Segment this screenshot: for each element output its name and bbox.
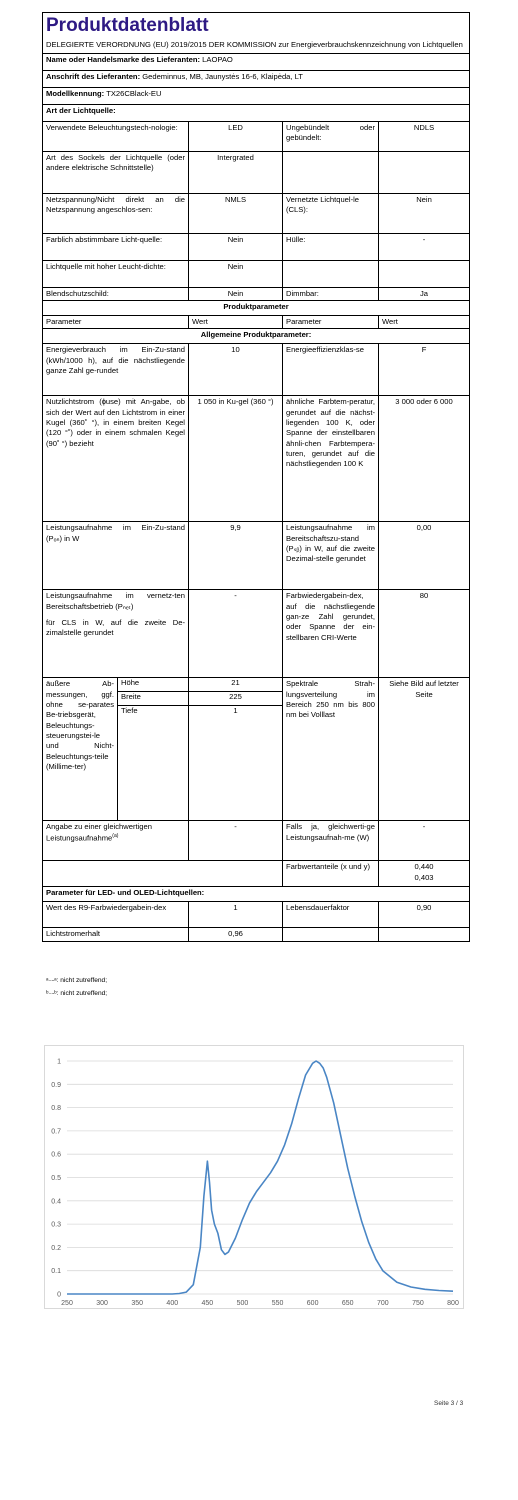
cell-label: Lichtquelle mit hoher Leucht-dichte: — [43, 260, 189, 287]
cell-value: Ja — [379, 287, 470, 300]
y-tick-label: 0.9 — [51, 1081, 61, 1089]
cell-label: Art des Sockels der Lichtquelle (oder andere elektrische Schnittstelle) — [43, 151, 189, 193]
cell-value: 1 — [189, 902, 283, 928]
cell-value: 0,96 — [189, 928, 283, 941]
cell-label: Wert des R9-Farbwiedergabein-dex — [43, 902, 189, 928]
col-header: Parameter — [283, 316, 379, 329]
x-tick-label: 500 — [236, 1300, 249, 1307]
y-tick-label: 0.8 — [51, 1105, 61, 1113]
y-tick-label: 0 — [57, 1291, 61, 1299]
dimensions-cell: äußere Ab-messungen, ggf. ohne se-parates Be-triebsgerät, Beleuchtungs-steuerungstei-le und Nicht-Beleuchtungs-teile (Millime-ter) Höhe Breite Tiefe — [43, 678, 189, 821]
y-tick-label: 0.7 — [51, 1128, 61, 1136]
cell-value: - — [189, 590, 283, 678]
cell-label: Spektrale Strah-lungsverteilung im Bereich 250 nm bis 800 nm bei Volllast — [283, 678, 379, 821]
cell-value: NMLS — [189, 193, 283, 233]
y-tick-label: 0.6 — [51, 1151, 61, 1159]
cell-label: Netzspannung/Nicht direkt an die Netzspannung angeschlos-sen: — [43, 193, 189, 233]
cell-label: Hülle: — [283, 233, 379, 260]
cell-value: 9,9 — [189, 522, 283, 590]
regulation-text: DELEGIERTE VERORDNUNG (EU) 2019/2015 DER KOMMISSION zur Energieverbrauchskennzeichnung von Lichtquellen — [46, 39, 463, 49]
x-tick-label: 250 — [61, 1300, 73, 1307]
dimensions-values: 21 225 1 — [189, 678, 283, 821]
cell-label: Energieverbrauch im Ein-Zu-stand (kWh/1000 h), auf die nächstliegende ganze Zahl ge-rundet — [43, 344, 189, 396]
cell-label: Farbwiedergabein-dex, auf die nächstliegende gan-ze Zahl gerundet, oder Spanne der ein-stellbaren CRI-Werte — [283, 590, 379, 678]
model-row: Modellkennung: TX26CBlack-EU — [43, 87, 470, 104]
cell-label: Dimmbar: — [283, 287, 379, 300]
section-product-params: Produktparameter — [43, 301, 470, 316]
cell-label: Lichtstromerhalt — [43, 928, 189, 941]
col-header: Wert — [379, 316, 470, 329]
cell-value: 0,440 0,403 — [379, 861, 470, 887]
section-light-source: Art der Lichtquelle: — [43, 104, 470, 121]
cell-value: F — [379, 344, 470, 396]
x-tick-label: 700 — [376, 1300, 389, 1307]
cell-label: Farblich abstimmbare Licht-quelle: — [43, 233, 189, 260]
y-tick-label: 0.5 — [51, 1175, 61, 1182]
x-tick-label: 650 — [341, 1300, 354, 1307]
footnotes — [46, 975, 107, 1000]
cell-value: - — [379, 821, 470, 861]
cell-label: Blendschutzschild: — [43, 287, 189, 300]
footnote-b: ᵇ₋-ᵇ: nicht zutreffend; — [46, 989, 108, 997]
product-datasheet — [42, 12, 469, 942]
cell-label: Energieeffizienzklas-se — [283, 344, 379, 396]
cell-value: Nein — [189, 287, 283, 300]
x-tick-label: 600 — [306, 1300, 319, 1307]
section-led-params: Parameter für LED- und OLED-Lichtquellen: — [43, 887, 470, 902]
cell-label: Lebensdauerfaktor — [283, 902, 379, 928]
spectral-distribution-chart — [44, 1045, 464, 1309]
x-tick-label: 450 — [201, 1300, 214, 1307]
cell-value: - — [379, 233, 470, 260]
cell-value: Nein — [189, 260, 283, 287]
spectrum-svg — [45, 1046, 463, 1308]
page-number: Seite 3 / 3 — [434, 1400, 464, 1407]
cell-value: Siehe Bild auf letzter Seite — [379, 678, 470, 821]
supplier-row: Name oder Handelsmarke des Lieferanten: LAOPAO — [43, 53, 470, 70]
cell-label: Farbwertanteile (x und y) — [283, 861, 379, 887]
x-tick-label: 800 — [447, 1300, 459, 1307]
x-tick-label: 300 — [96, 1300, 108, 1307]
y-tick-label: 0.2 — [51, 1244, 61, 1252]
cell-label: Vernetzte Lichtquel-le (CLS): — [283, 193, 379, 233]
x-tick-label: 750 — [412, 1300, 424, 1307]
address-row: Anschrift des Lieferanten: Gedeminnus, MB, Jaunystės 16-6, Klaipėda, LT — [43, 70, 470, 87]
cell-label: Leistungsaufnahme im Bereitschaftszu-stand (Pₛᵦ) in W, auf die zweite Dezimal-stelle gerundet — [283, 522, 379, 590]
y-tick-label: 0.3 — [51, 1221, 61, 1229]
cell-value: 0,90 — [379, 902, 470, 928]
cell-label: Verwendete Beleuchtungstech-nologie: — [43, 121, 189, 151]
x-tick-label: 400 — [166, 1300, 179, 1307]
cell-value: 3 000 oder 6 000 — [379, 396, 470, 522]
cell-value: 80 — [379, 590, 470, 678]
col-header: Parameter — [43, 316, 189, 329]
page-title: Produktdatenblatt — [46, 15, 209, 36]
cell-value: Intergrated — [189, 151, 283, 193]
x-tick-label: 550 — [271, 1300, 284, 1307]
y-tick-label: 1 — [57, 1058, 61, 1066]
y-tick-label: 0.1 — [51, 1268, 61, 1276]
cell-value: NDLS — [379, 121, 470, 151]
cell-value: 0,00 — [379, 522, 470, 590]
cell-value: - — [189, 821, 283, 861]
cell-label: Ungebündelt oder gebündelt: — [283, 121, 379, 151]
cell-value: Nein — [379, 193, 470, 233]
cell-label: Angabe zu einer gleichwertigen Leistungsaufnahme$^{(a)}$ — [43, 821, 189, 861]
cell-label: Leistungsaufnahme im Ein-Zu-stand (Pₒₙ) in W — [43, 522, 189, 590]
footnote-a: ᵃ₋-ᵃ: nicht zutreffend; — [46, 977, 108, 984]
cell-value: Nein — [189, 233, 283, 260]
header-block — [43, 13, 470, 54]
cell-label: Falls ja, gleichwerti-ge Leistungsaufnah-me (W) — [283, 821, 379, 861]
y-tick-label: 0.4 — [51, 1198, 61, 1206]
cell-label: Leistungsaufnahme im vernetz-ten Bereitschaftsbetrieb (Pₙₑₜ) für CLS in W, auf die zweite De-zimalstelle gerundet — [43, 590, 189, 678]
cell-value: 1 050 in Ku-gel (360 °) — [189, 396, 283, 522]
datasheet-table — [42, 12, 470, 942]
section-general-params: Allgemeine Produktparameter: — [43, 329, 470, 344]
cell-value: LED — [189, 121, 283, 151]
cell-label: ähnliche Farbtem-peratur, gerundet auf die nächst-liegenden 100 K, oder Spanne der einstellbaren ähnli-chen Farbtempera-turen, gerundet auf die nächstliegenden 100 K — [283, 396, 379, 522]
cell-label: Nutzlichtstrom (ɸuse) mit An-gabe, ob sich der Wert auf den Lichtstrom in einer Kugel (360˚ °), in einem breiten Kegel (120 °˚) oder in einem schmalen Kegel (90˚ °) bezieht — [43, 396, 189, 522]
col-header: Wert — [189, 316, 283, 329]
x-tick-label: 350 — [131, 1300, 144, 1307]
cell-value: 10 — [189, 344, 283, 396]
